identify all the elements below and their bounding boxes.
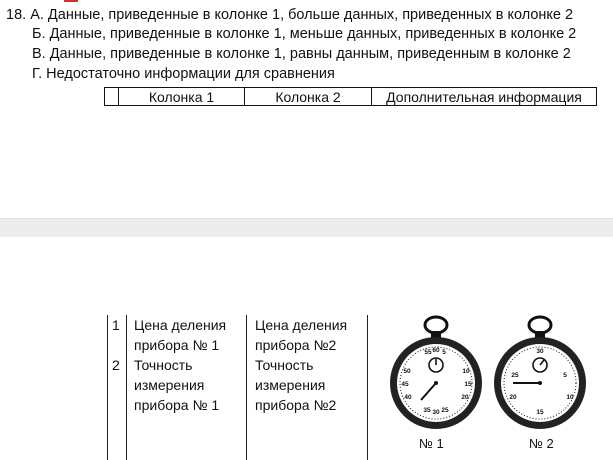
- dial-label: 30: [536, 348, 544, 355]
- row2-col1-line2: измерения: [134, 377, 205, 393]
- dial-label: 50: [403, 368, 411, 375]
- red-mark: [64, 0, 78, 2]
- header-cell-column2: Колонка 2: [245, 88, 372, 106]
- table-border-left: [107, 315, 108, 460]
- row-number: 2: [112, 357, 120, 373]
- header-row: [105, 88, 597, 106]
- option-c: В. Данные, приведенные в колонке 1, равны данным, приведенным в колонке 2: [32, 46, 571, 62]
- dial-label: 40: [404, 394, 412, 401]
- dial-label: 20: [509, 394, 517, 401]
- page-break: [0, 218, 613, 238]
- row2-col2-line1: Точность: [255, 357, 314, 373]
- header-table: [104, 87, 597, 106]
- row-number: 1: [112, 317, 120, 333]
- option-b: Б. Данные, приведенные в колонке 1, меньше данных, приведенных в колонке 2: [32, 26, 577, 42]
- stopwatch-icon: [383, 315, 489, 430]
- dial-label: 60: [432, 347, 440, 354]
- option-d: Г. Недостаточно информации для сравнения: [32, 66, 335, 82]
- lower-page: [0, 237, 613, 460]
- dial-label: 25: [511, 372, 519, 379]
- row2-col1-line3: прибора № 1: [134, 397, 220, 413]
- header-cell-column1: Колонка 1: [119, 88, 245, 106]
- stopwatch-icon: [487, 315, 593, 430]
- row2-col2-line2: измерения: [255, 377, 326, 393]
- dial-label: 15: [536, 409, 544, 416]
- row1-col2-line2: прибора №2: [255, 337, 337, 353]
- dial-label: 10: [462, 368, 470, 375]
- row1-col2-line1: Цена деления: [255, 317, 348, 333]
- row2-col1-line1: Точность: [134, 357, 193, 373]
- dial-label: 30: [432, 409, 440, 416]
- header-cell-index: [105, 88, 119, 106]
- row2-col2-line3: прибора №2: [255, 397, 337, 413]
- dial-label: 10: [566, 394, 574, 401]
- dial-label: 20: [461, 394, 469, 401]
- question-line-a: [6, 6, 573, 24]
- dial-label: 55: [424, 349, 432, 356]
- header-cell-extra-info: Дополнительная информация: [372, 88, 597, 106]
- instrument-2-caption: № 2: [529, 436, 554, 451]
- instrument-1-caption: № 1: [419, 436, 444, 451]
- dial-label: 5: [563, 372, 567, 379]
- option-a: А. Данные, приведенные в колонке 1, больше данных, приведенных в колонке 2: [30, 7, 574, 23]
- dial-label: 5: [442, 349, 446, 356]
- row1-col1-line2: прибора № 1: [134, 337, 220, 353]
- dial-label: 35: [423, 407, 431, 414]
- question-number: 18.: [6, 7, 27, 23]
- dial-label: 15: [464, 381, 472, 388]
- table-border-num: [126, 315, 127, 460]
- table-border-col2: [367, 315, 368, 460]
- table-border-col1: [246, 315, 247, 460]
- dial-label: 45: [401, 381, 409, 388]
- row1-col1-line1: Цена деления: [134, 317, 227, 333]
- dial-label: 25: [441, 407, 449, 414]
